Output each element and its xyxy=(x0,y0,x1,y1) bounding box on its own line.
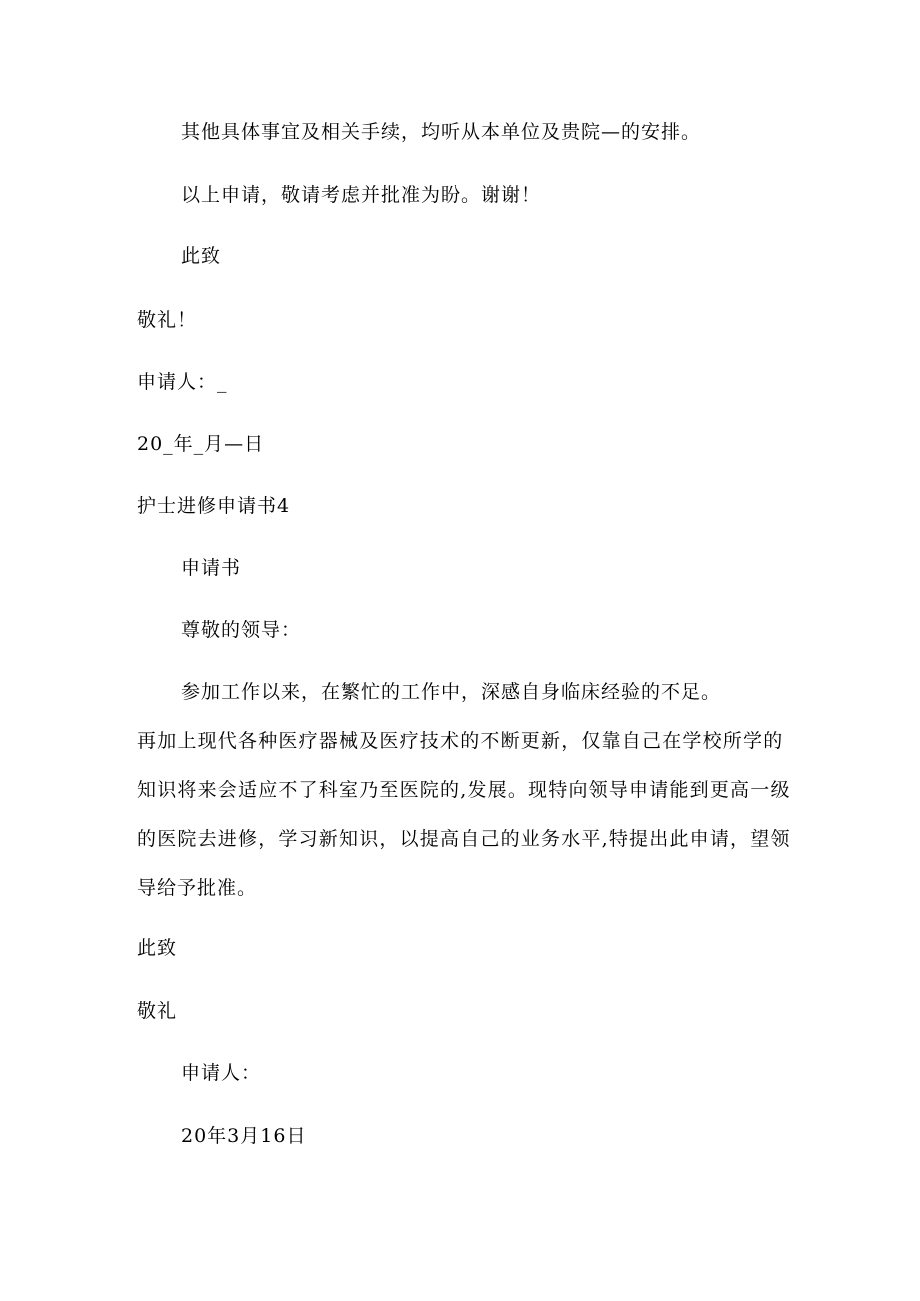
paragraph-request-approval: 以上申请，敬请考虑并批准为盼。谢谢！ xyxy=(181,184,542,206)
body-paragraph-line: 再加上现代各种医疗器械及医疗技术的不断更新，仅靠自己在学校所学的 xyxy=(137,730,784,752)
applicant-signature: 申请人： xyxy=(181,1062,262,1084)
closing-jingli: 敬礼！ xyxy=(137,309,198,331)
body-paragraph-line: 知识将来会适应不了科室乃至医院的,发展。现特向领导申请能到更高一级 xyxy=(137,779,791,801)
closing-cizhi: 此致 xyxy=(181,245,222,267)
closing-cizhi: 此致 xyxy=(137,937,178,959)
body-paragraph-line: 的医院去进修，学习新知识，以提高自己的业务水平,特提出此申请，望领 xyxy=(137,828,791,850)
date-line: 20年3月16日 xyxy=(181,1125,307,1147)
letter-title: 申请书 xyxy=(181,557,242,579)
body-paragraph-line: 参加工作以来，在繁忙的工作中，深感自身临床经验的不足。 xyxy=(181,681,722,703)
salutation: 尊敬的领导： xyxy=(181,619,302,641)
date-line: 20_年_月—日 xyxy=(137,433,265,455)
applicant-signature: 申请人：_ xyxy=(137,371,228,393)
body-paragraph-line: 导给予批准。 xyxy=(137,877,258,899)
section-heading: 护士进修申请书4 xyxy=(137,495,291,517)
paragraph-procedures: 其他具体事宜及相关手续，均听从本单位及贵院—的安排。 xyxy=(181,121,702,143)
closing-jingli: 敬礼 xyxy=(137,1000,178,1022)
